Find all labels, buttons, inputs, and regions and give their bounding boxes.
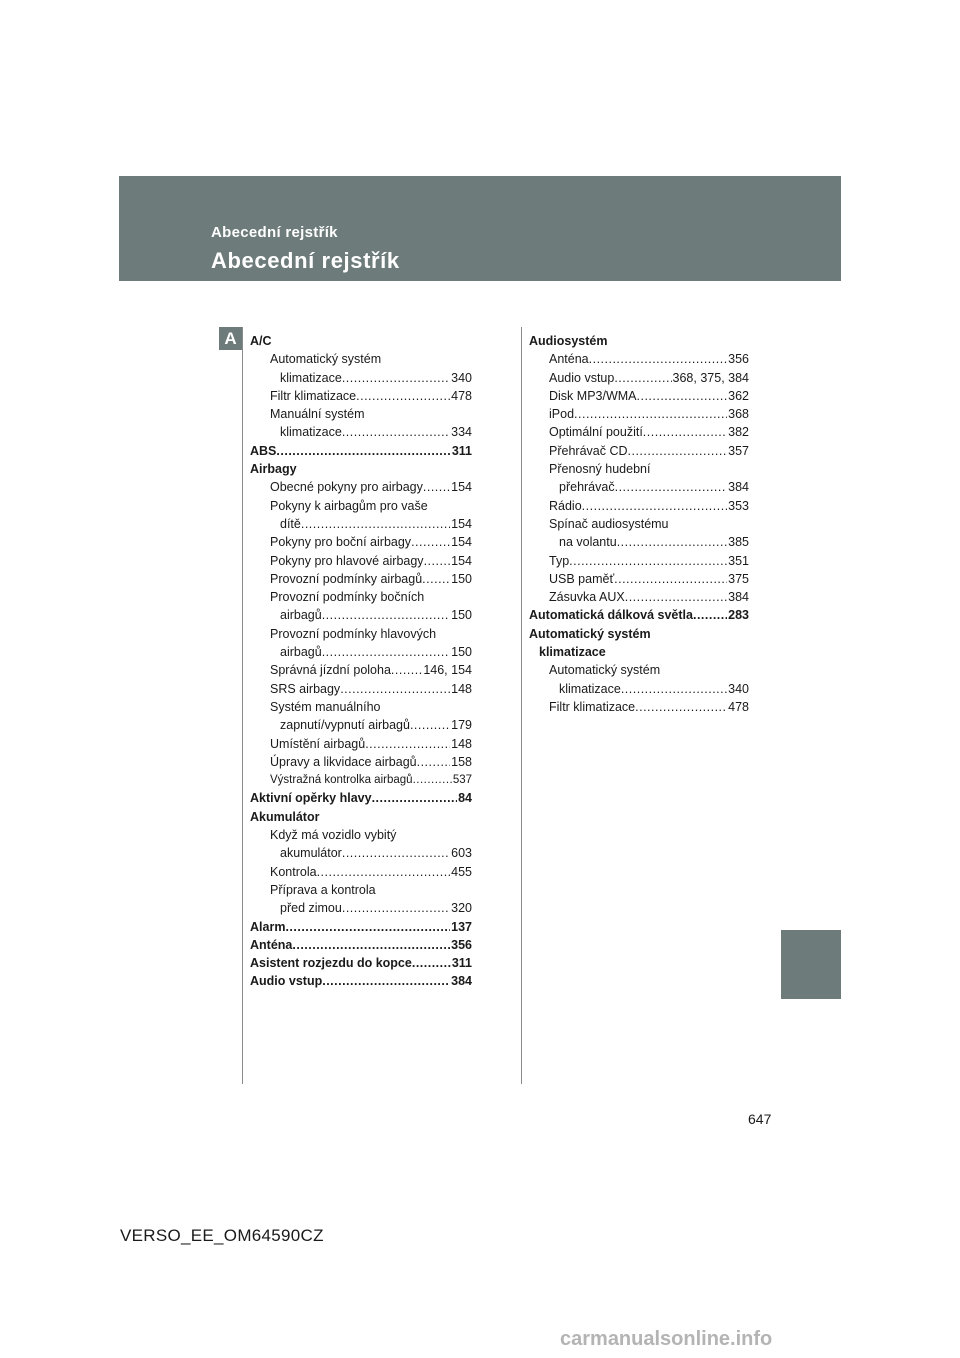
- dot-leader: [625, 588, 727, 606]
- index-entry-page: 311: [451, 443, 472, 458]
- index-entry-page: 362: [728, 388, 749, 403]
- index-entry: [250, 350, 472, 368]
- index-entry-text: Umístění airbagů: [270, 736, 366, 751]
- dot-leader: [356, 387, 450, 405]
- letter-tab: A: [219, 327, 242, 350]
- index-entry-text: na volantu: [559, 535, 617, 550]
- index-entry-page: 368: [728, 407, 749, 422]
- index-entry-page: 603: [451, 846, 472, 861]
- index-entry-text: Audiosystém: [529, 334, 608, 348]
- index-entry-page: 320: [451, 901, 472, 916]
- dot-leader: [342, 369, 450, 387]
- index-entry: [250, 478, 472, 496]
- index-entry: [529, 350, 749, 368]
- index-entry: [250, 735, 472, 753]
- index-entry-text: Kontrola: [270, 864, 317, 879]
- column-divider-middle: [521, 327, 522, 1084]
- index-entry: [250, 661, 472, 679]
- index-entry-page: 334: [451, 425, 472, 440]
- dot-leader: [365, 735, 450, 753]
- index-entry: [529, 405, 749, 423]
- index-entry-page: 384: [451, 974, 472, 989]
- index-column-right: [529, 332, 749, 716]
- index-entry: [250, 954, 472, 972]
- index-entry-text: Anténa: [250, 937, 293, 952]
- index-entry: [529, 497, 749, 515]
- index-entry-text: zapnutí/vypnutí airbagů: [280, 718, 410, 733]
- dot-leader: [292, 936, 450, 954]
- index-entry-page: 356: [451, 937, 472, 952]
- index-entry-text: A/C: [250, 334, 272, 348]
- index-entry-text: Pokyny pro hlavové airbagy: [270, 553, 424, 568]
- dot-leader: [342, 899, 450, 917]
- dot-leader: [589, 350, 728, 368]
- index-entry-text: Zásuvka AUX: [549, 590, 625, 605]
- index-entry-page: 311: [451, 956, 472, 971]
- index-entry-text: ABS: [250, 443, 277, 458]
- index-entry: [250, 625, 472, 643]
- index-entry-page: 154: [451, 553, 472, 568]
- index-entry-page: 150: [451, 571, 472, 586]
- dot-leader: [637, 387, 728, 405]
- dot-leader: [628, 442, 728, 460]
- index-entry-text: Typ: [549, 553, 570, 568]
- index-entry: [529, 387, 749, 405]
- index-entry: [250, 881, 472, 899]
- index-entry: [250, 716, 472, 734]
- dot-leader: [322, 643, 450, 661]
- dot-leader: [413, 771, 452, 789]
- index-entry: [250, 497, 472, 515]
- index-entry-page: 158: [451, 754, 472, 769]
- index-entry-page: 179: [451, 718, 472, 733]
- index-entry-page: 137: [451, 919, 472, 934]
- index-entry: [250, 918, 472, 936]
- dot-leader: [411, 533, 450, 551]
- index-entry: [250, 826, 472, 844]
- index-entry: [529, 588, 749, 606]
- dot-leader: [582, 497, 727, 515]
- dot-leader: [422, 570, 450, 588]
- index-entry: [250, 423, 472, 441]
- index-entry-text: Asistent rozjezdu do kopce: [250, 956, 412, 971]
- header-band: [119, 176, 841, 281]
- index-entry: [529, 423, 749, 441]
- index-entry-page: 148: [451, 736, 472, 751]
- dot-leader: [285, 918, 450, 936]
- index-entry-page: 150: [451, 645, 472, 660]
- index-entry-text: klimatizace: [280, 425, 342, 440]
- index-entry-page: 375: [728, 571, 749, 586]
- index-entry-text: Provozní podmínky bočních: [270, 590, 425, 605]
- index-entry: [250, 972, 472, 990]
- index-entry-page: 351: [728, 553, 749, 568]
- index-entry-text: Audio vstup: [250, 974, 323, 989]
- index-entry-text: Audio vstup: [549, 370, 615, 385]
- index-entry-page: 353: [728, 498, 749, 513]
- dot-leader: [614, 570, 727, 588]
- index-entry-text: USB paměť: [549, 571, 615, 586]
- dot-leader: [372, 789, 458, 807]
- index-entry-page: 84: [458, 791, 472, 806]
- index-entry-text: Airbagy: [250, 462, 297, 477]
- index-entry-text: Anténa: [549, 352, 589, 367]
- index-entry: [529, 442, 749, 460]
- dot-leader: [417, 753, 451, 771]
- dot-leader: [412, 954, 451, 972]
- index-entry-text: Rádio: [549, 498, 582, 513]
- index-entry: [250, 588, 472, 606]
- column-divider-left: [242, 327, 243, 1084]
- index-entry: [529, 625, 749, 643]
- index-entry-text: Systém manuálního: [270, 699, 381, 714]
- index-entry-page: 478: [451, 388, 472, 403]
- index-entry-text: Automatický systém: [270, 352, 382, 367]
- index-entry: [250, 405, 472, 423]
- index-entry-text: před zimou: [280, 901, 342, 916]
- index-entry-text: klimatizace: [559, 681, 621, 696]
- index-entry-text: Aktivní opěrky hlavy: [250, 791, 372, 806]
- index-entry: [250, 606, 472, 624]
- index-entry-text: Příprava a kontrola: [270, 882, 376, 897]
- index-entry-text: akumulátor: [280, 846, 342, 861]
- index-entry-page: 385: [728, 535, 749, 550]
- index-entry-text: Pokyny k airbagům pro vaše: [270, 498, 428, 513]
- dot-leader: [276, 442, 450, 460]
- dot-leader: [391, 661, 422, 679]
- index-entry: [529, 698, 749, 716]
- index-entry: [250, 552, 472, 570]
- index-entry-text: Provozní podmínky airbagů: [270, 571, 423, 586]
- index-entry: [250, 753, 472, 771]
- index-entry: [250, 899, 472, 917]
- index-entry-page: 384: [728, 590, 749, 605]
- watermark: carmanualsonline.info: [560, 1328, 773, 1350]
- dot-leader: [617, 533, 727, 551]
- dot-leader: [621, 680, 727, 698]
- index-entry-text: SRS airbagy: [270, 681, 341, 696]
- index-entry: [250, 460, 472, 478]
- dot-leader: [423, 478, 450, 496]
- index-entry-text: Správná jízdní poloha: [270, 663, 391, 678]
- dot-leader: [643, 423, 727, 441]
- index-entry-page: 150: [451, 608, 472, 623]
- index-entry-text: Přehrávač CD: [549, 443, 628, 458]
- index-entry: [250, 369, 472, 387]
- index-entry-page: 382: [728, 425, 749, 440]
- index-entry-text: Filtr klimatizace: [549, 699, 636, 714]
- index-entry: [529, 661, 749, 679]
- index-entry: [250, 643, 472, 661]
- index-entry: [250, 332, 472, 350]
- dot-leader: [322, 606, 450, 624]
- page-title: Abecední rejstřík: [211, 248, 400, 273]
- index-entry-text: airbagů: [280, 645, 322, 660]
- dot-leader: [569, 552, 727, 570]
- index-entry-text: iPod: [549, 407, 575, 422]
- index-entry-page: 148: [451, 681, 472, 696]
- index-entry-text: Automatický systém: [529, 626, 651, 641]
- index-entry-text: přehrávač: [559, 480, 615, 495]
- index-entry-page: 368, 375, 384: [672, 370, 749, 385]
- index-entry-text: Akumulátor: [250, 809, 320, 824]
- index-entry-text: Manuální systém: [270, 407, 365, 422]
- index-entry: [250, 844, 472, 862]
- index-entry-text: Automatický systém: [549, 663, 661, 678]
- index-entry-page: 154: [451, 535, 472, 550]
- index-entry: [250, 515, 472, 533]
- dot-leader: [693, 606, 727, 624]
- page-number: 647: [748, 1111, 772, 1127]
- index-entry: [250, 808, 472, 826]
- index-entry-page: 384: [728, 480, 749, 495]
- header-subtitle: Abecední rejstřík: [211, 224, 338, 241]
- index-entry: [529, 369, 749, 387]
- index-entry-page: 357: [728, 443, 749, 458]
- dot-leader: [342, 423, 450, 441]
- dot-leader: [635, 698, 727, 716]
- index-entry: [529, 680, 749, 698]
- index-entry: [529, 570, 749, 588]
- index-entry: [529, 460, 749, 478]
- index-entry: [250, 863, 472, 881]
- index-entry-text: Filtr klimatizace: [270, 388, 357, 403]
- index-entry: [250, 442, 472, 460]
- index-entry-text: Alarm: [250, 919, 286, 934]
- dot-leader: [574, 405, 727, 423]
- index-entry: [250, 570, 472, 588]
- index-entry-page: 455: [451, 864, 472, 879]
- index-entry-text: airbagů: [280, 608, 322, 623]
- index-entry-page: 146, 154: [423, 663, 472, 678]
- index-entry-page: 340: [728, 681, 749, 696]
- index-entry: [529, 478, 749, 496]
- index-entry-page: 537: [452, 774, 472, 787]
- dot-leader: [340, 680, 450, 698]
- index-entry-text: Když má vozidlo vybitý: [270, 828, 397, 843]
- index-entry-text: Optimální použití: [549, 425, 643, 440]
- dot-leader: [424, 552, 451, 570]
- index-entry: [529, 515, 749, 533]
- index-column-left: [250, 332, 472, 991]
- index-entry-page: 283: [728, 608, 749, 623]
- index-entry-text: Disk MP3/WMA: [549, 388, 637, 403]
- index-entry: [529, 606, 749, 624]
- dot-leader: [317, 863, 451, 881]
- index-entry: [250, 387, 472, 405]
- dot-leader: [614, 369, 671, 387]
- index-entry-text: Přenosný hudební: [549, 462, 651, 477]
- dot-leader: [410, 716, 450, 734]
- index-entry-text: Automatická dálková světla: [529, 608, 693, 623]
- dot-leader: [342, 844, 450, 862]
- index-entry: [250, 680, 472, 698]
- index-entry: [250, 533, 472, 551]
- index-entry: [529, 533, 749, 551]
- index-entry-text: Pokyny pro boční airbagy: [270, 535, 412, 550]
- index-entry: [250, 789, 472, 807]
- index-entry-page: 154: [451, 480, 472, 495]
- index-entry-text: klimatizace: [280, 370, 342, 385]
- index-entry-text: Spínač audiosystému: [549, 516, 669, 531]
- index-entry: [529, 643, 749, 661]
- dot-leader: [615, 478, 728, 496]
- index-entry: [250, 698, 472, 716]
- document-code: VERSO_EE_OM64590CZ: [120, 1226, 324, 1245]
- section-side-tab: [781, 930, 841, 999]
- index-entry-text: klimatizace: [539, 645, 606, 660]
- index-entry-text: Úpravy a likvidace airbagů: [270, 754, 417, 769]
- index-entry-page: 154: [451, 516, 472, 531]
- index-entry: [529, 552, 749, 570]
- dot-leader: [301, 515, 450, 533]
- index-entry-page: 340: [451, 370, 472, 385]
- dot-leader: [322, 972, 450, 990]
- index-entry-page: 478: [728, 699, 749, 714]
- index-entry: [529, 332, 749, 350]
- index-entry-text: Provozní podmínky hlavových: [270, 626, 437, 641]
- index-entry-text: dítě: [280, 516, 301, 531]
- index-entry: [250, 936, 472, 954]
- index-entry-page: 356: [728, 352, 749, 367]
- index-entry: [250, 771, 472, 789]
- index-entry-text: Výstražná kontrolka airbagů: [270, 774, 413, 787]
- index-entry-text: Obecné pokyny pro airbagy: [270, 480, 423, 495]
